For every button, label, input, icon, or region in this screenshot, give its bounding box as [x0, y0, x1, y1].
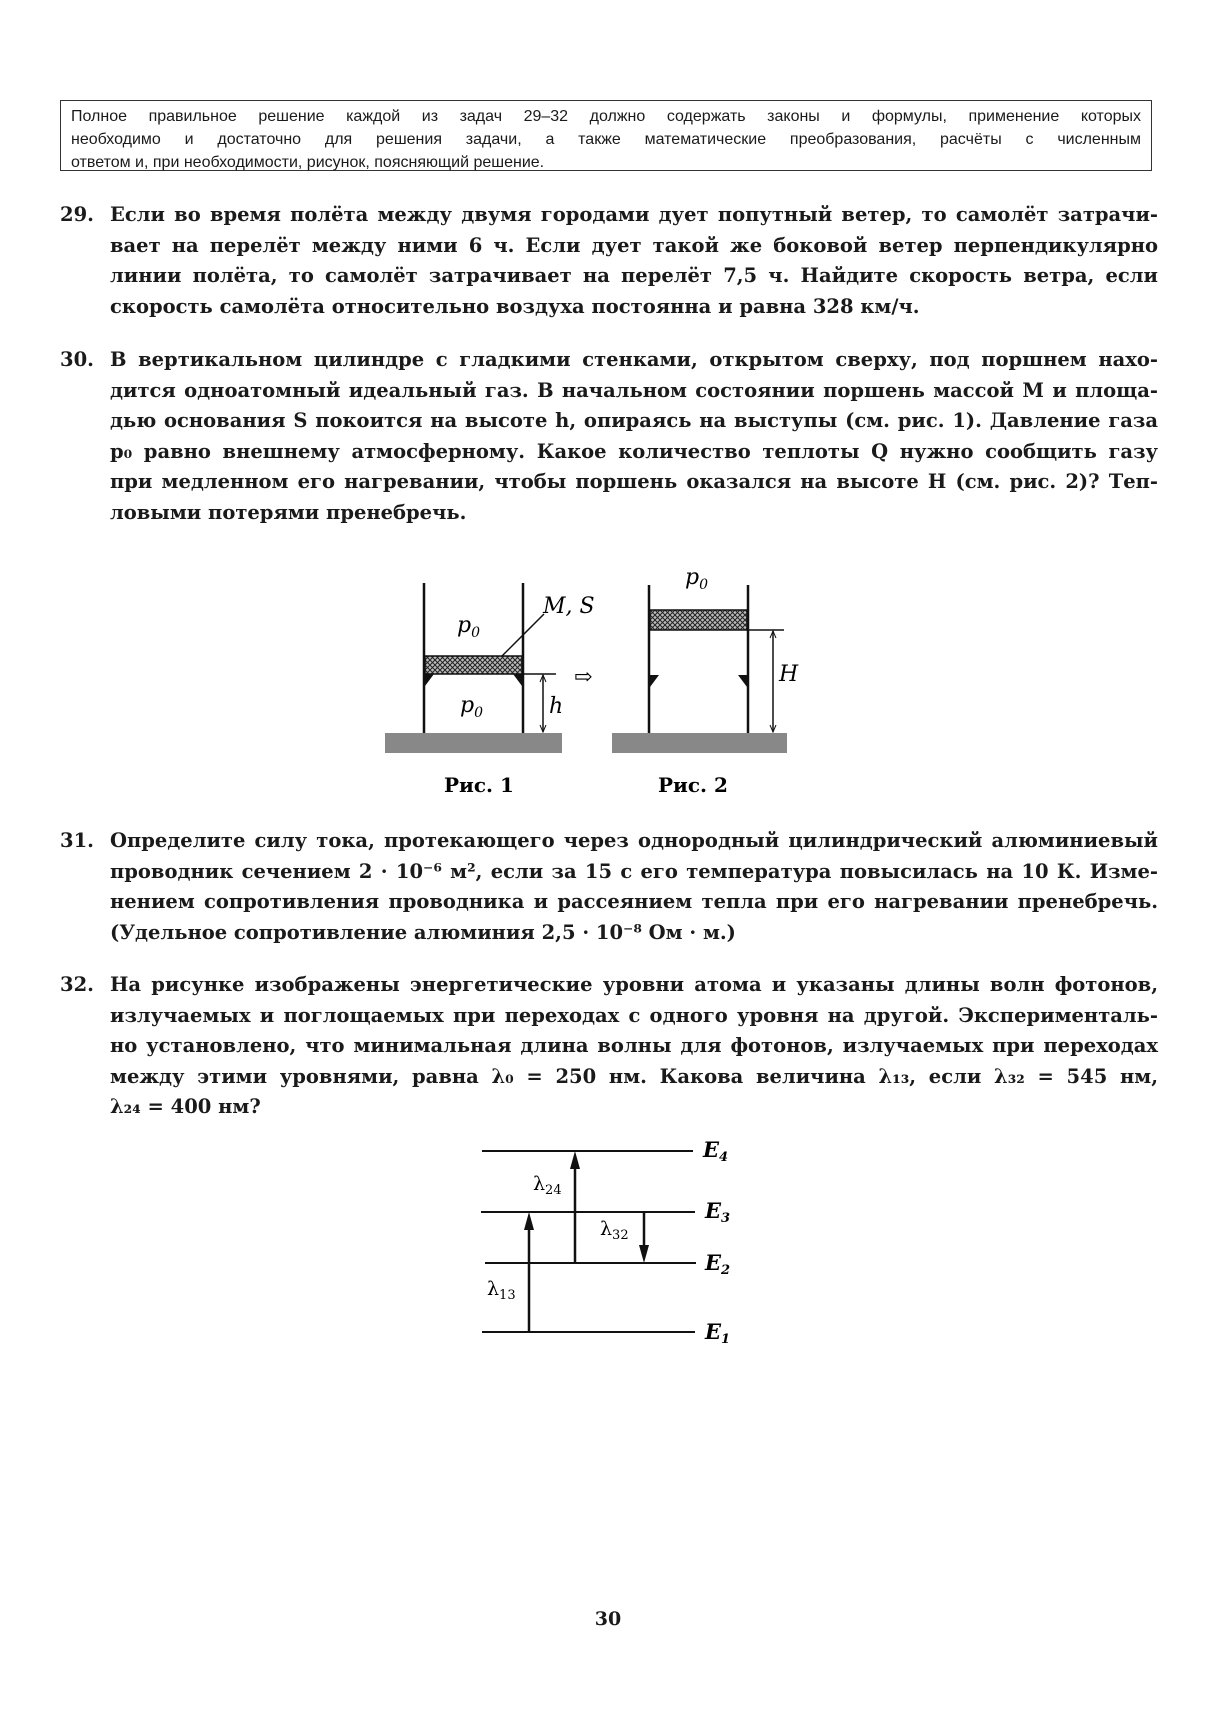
text-line: между этими уровнями, равна λ₀ = 250 нм. Какова величина λ₁₃, если λ₃₂ = 545 нм, — [110, 1064, 1158, 1088]
text-line: но установлено, что минимальная длина волны для фотонов, излучаемых при переходах — [110, 1034, 1158, 1058]
text-line: дью основания S покоится на высоте h, опираясь на выступы (см. рис. 1). Давление газа — [110, 409, 1158, 433]
ms-label: M, S — [543, 594, 595, 619]
label-lambda-32: $\lambda_{32}$ — [600, 1218, 629, 1243]
caption-fig-2: Рис. 2 — [658, 773, 728, 797]
p0-label-2: $p_0$ — [685, 565, 709, 593]
text-line: Определите силу тока, протекающего через однородный цилиндрический алюминиевый — [110, 829, 1158, 852]
text-line: λ₂₄ = 400 нм? — [110, 1095, 261, 1119]
text-line: при медленном его нагревании, чтобы поршень оказался на высоте H (см. рис. 2)? Теп- — [110, 470, 1158, 494]
label-e1: E1 — [705, 1319, 731, 1347]
label-lambda-24: $\lambda_{24}$ — [533, 1173, 562, 1198]
text-line: линии полёта, то самолёт затрачивает на перелёт 7,5 ч. Найдите скорость ветра, если — [110, 264, 1158, 288]
problem-number: 32. — [60, 973, 94, 996]
p0-label-above-1: $p_0$ — [457, 613, 481, 641]
text-line: На рисунке изображены энергетические уровни атома и указаны длины волн фотонов, — [110, 973, 1158, 996]
text-line: нением сопротивления проводника и рассеянием тепла при его нагревании пренебречь. — [110, 890, 1158, 914]
page-number: 30 — [594, 1608, 622, 1630]
p0-label-below-1: $p_0$ — [460, 693, 484, 721]
problem-number: 30. — [60, 348, 94, 371]
transition-arrow-icon: ⇨ — [574, 665, 593, 690]
text-line: проводник сечением 2 · 10⁻⁶ м², если за 15 с его температура повысилась на 10 К. Изме- — [110, 859, 1158, 883]
arrow-lambda-32 — [639, 1212, 649, 1263]
problem-number: 29. — [60, 203, 94, 226]
text-line: ответом и, при необходимости, рисунок, поясняющий решение. — [71, 154, 545, 171]
label-e2: E2 — [705, 1250, 731, 1278]
label-e4: E4 — [703, 1137, 729, 1165]
arrow-lambda-24 — [570, 1151, 580, 1263]
text-line: p₀ равно внешнему атмосферному. Какое количество теплоты Q нужно сообщить газу — [110, 439, 1158, 463]
problem-number: 31. — [60, 829, 94, 852]
text-line: излучаемых и поглощаемых при переходах с одного уровня на другой. Эксперименталь- — [110, 1003, 1158, 1027]
arrow-lambda-13 — [524, 1212, 534, 1332]
H-label: H — [779, 662, 799, 687]
text-line: ловыми потерями пренебречь. — [110, 500, 467, 524]
text-line: Если во время полёта между двумя городами дует попутный ветер, то самолёт затрачи- — [110, 203, 1158, 226]
text-line: скорость самолёта относительно воздуха постоянна и равна 328 км/ч. — [110, 294, 920, 318]
text-line: Полное правильное решение каждой из задач 29–32 должно содержать законы и формулы, применение которых — [71, 108, 1141, 125]
text-line: (Удельное сопротивление алюминия 2,5 · 10⁻⁸ Ом · м.) — [110, 920, 736, 944]
text-line: вает на перелёт между ними 6 ч. Если дует такой же боковой ветер перпендикулярно — [110, 233, 1158, 257]
label-e3: E3 — [705, 1198, 731, 1226]
text-line: дится одноатомный идеальный газ. В начальном состоянии поршень массой M и площа- — [110, 378, 1158, 402]
label-lambda-13: $\lambda_{13}$ — [487, 1278, 516, 1303]
text-line: необходимо и достаточно для решения задачи, а также математические преобразования, расчёты с численным — [71, 131, 1141, 148]
text-line: В вертикальном цилиндре с гладкими стенками, открытом сверху, под поршнем нахо- — [110, 348, 1158, 371]
caption-fig-1: Рис. 1 — [444, 773, 514, 797]
h-label: h — [549, 694, 564, 719]
